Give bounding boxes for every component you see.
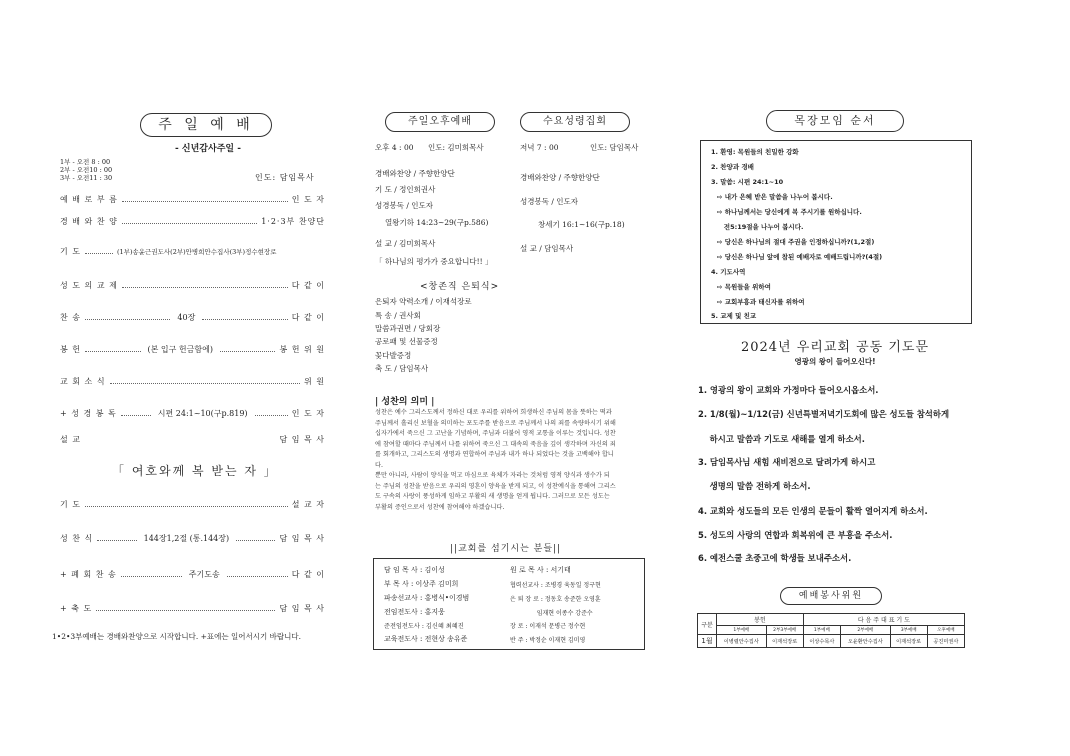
order-right: 다 같 이 (291, 570, 325, 579)
service-time: 1부 - 오전 8 : 00 (60, 158, 111, 166)
staff-cell: 부 목 사 : 이상주 김미희 (384, 580, 459, 588)
service-time: 2부 - 오전10 : 00 (60, 166, 113, 174)
order-row (60, 569, 325, 580)
order-label: 기 도 (60, 500, 81, 509)
order-row (60, 280, 325, 291)
staff-row (380, 605, 605, 619)
cell-item: ⇨ 하나님께서는 당신에게 복 주시기를 원하십니다. (717, 208, 862, 216)
pm-leader: 인도: 김미희목사 (428, 143, 484, 152)
order-right: 담 임 목 사 (279, 604, 325, 613)
order-row (60, 194, 325, 205)
staff-cell: 협력선교사 : 조병경 육동일 정구현 (510, 581, 601, 589)
meaning-line: 성찬은 예수 그리스도께서 정하신 대로 우리를 위하여 희생하신 주님의 몸을 뜻하는 떡과 (375, 409, 612, 416)
cell-item: ⇨ 내가 은혜 받은 말씀을 나누어 봅시다. (717, 193, 833, 201)
prayer-item: 2. 1/8(월)~1/12(금) 신년특별저녁기도회에 많은 성도들 참석하게 (698, 409, 950, 419)
retire-order-item: 꽃다발증정 (375, 351, 412, 360)
cell-item: ⇨ 목원들을 위하여 (717, 283, 771, 291)
order-label: 성 도 의 교 제 (60, 281, 118, 290)
staff-cell: 준전임전도사 : 김신혜 최혜진 (384, 623, 464, 630)
wed-time: 저녁 7 : 00 (520, 143, 559, 152)
order-label: 성 찬 식 (60, 534, 94, 543)
cell-item: 2. 찬양과 경배 (711, 163, 754, 171)
prayer-title: 2024년 우리교회 공동 기도문 (740, 340, 930, 355)
staff-cell: 파송선교사 : 홍병식•이경범 (384, 594, 470, 602)
cell-item: ⇨ 당신은 하나님의 절대 주권을 인정하십니까?(1,2절) (717, 238, 875, 246)
meaning-line: 부활의 증인으로서 성찬에 참여해야 하겠습니다. (375, 503, 505, 511)
prayer-item: 생명의 말씀 전하게 하소서. (698, 481, 811, 491)
wed-order-item: 성경봉독 / 인도자 (520, 197, 579, 206)
order-label: 설 교 (60, 435, 81, 444)
meaning-line: 에 참여할 때마다 주님께서 나를 위하여 죽으신 그 대속의 죽음을 깊이 생각하며 자신의 죄 (375, 440, 616, 448)
meaning-line: 주님께서 흘리신 보혈을 의미하는 포도주를 받음으로 주님께서 나의 죄를 속량하시기 위해 (375, 419, 616, 427)
order-label: 찬 송 (60, 313, 81, 322)
cell-item: 1. 환영: 목원들의 친밀한 강화 (711, 148, 799, 156)
order-mid: 주기도송 (186, 569, 223, 580)
order-label: + 폐 회 찬 송 (60, 570, 117, 579)
meaning-line: 를 회개하고, 그리스도의 생명과 연합하여 주님과 내가 하나 되었다는 것을 고백해야 합니 (375, 451, 614, 458)
cell-item: ⇨ 당신은 하나님 앞에 참된 예배자로 예배드립니까?(4절) (717, 253, 883, 261)
staff-cell: 임재현 이종수 강준수 (510, 609, 593, 617)
order-mid: (본 입구 헌금함에) (145, 344, 216, 355)
order-label: 예 배 로 부 름 (60, 195, 118, 204)
pm-quote: 「 하나님의 평가가 중요합니다!! 」 (375, 257, 493, 266)
order-mid: 40장 (174, 312, 198, 323)
meaning-line: 다. (375, 461, 383, 469)
wed-service-title-text: 수요성령집회 (543, 116, 607, 127)
staff-title: ||교회를 섬기시는 분들|| (450, 544, 562, 554)
staff-row (380, 619, 605, 632)
svc-sub-cell: 2부3부예배 (766, 626, 803, 635)
meaning-line: 뿐만 아니라, 사람이 양식을 먹고 마심으로 육체가 자라는 것처럼 영적 양식과 생수가 되 (375, 472, 610, 479)
svc-head-cell: 구분 (698, 614, 717, 635)
worship-title (140, 113, 272, 137)
sermon-title: 「 여호와께 복 받는 자 」 (112, 464, 278, 478)
staff-cell: 원 로 목 사 : 서기태 (510, 566, 571, 574)
pm-order-item: 경배와찬양 / 주향한양단 (375, 169, 455, 178)
svc-head-cell: 봉헌 (717, 614, 804, 626)
order-right: 인 도 자 (291, 195, 325, 204)
cell-item: ⇨ 교회부흥과 태신자를 위하여 (717, 298, 805, 306)
order-right: 설 교 자 (291, 500, 325, 509)
pm-order-item: 열왕기하 14:23~29(구p.586) (385, 218, 489, 227)
retire-order-item: 공로패 및 선물증정 (375, 337, 438, 346)
prayer-item: 6. 예전스쿨 초중고에 학생들 보내주소서. (698, 553, 852, 563)
order-right: 봉 헌 위 원 (279, 345, 326, 354)
order-label: + 축 도 (60, 604, 93, 613)
pm-order-item: 기 도 / 정인희권사 (375, 185, 436, 194)
retire-order-item: 은퇴자 약력소개 / 이재석장로 (375, 297, 472, 306)
meaning-title: | 성찬의 의미 | (375, 397, 435, 407)
svc-cell: 이재석장로 (890, 635, 927, 648)
staff-box (373, 558, 645, 650)
worship-subtitle: - 신년감사주일 - (175, 144, 241, 154)
order-right: 인 도 자 (291, 409, 325, 418)
prayer-subtitle: 영광의 왕이 들어오신다! (794, 357, 876, 366)
cell-meeting-title-text: 목장모임 순서 (794, 114, 876, 127)
order-row (60, 344, 325, 355)
cell-item: 4. 기도사역 (711, 268, 746, 276)
staff-cell: 은 퇴 장 로 : 정동호 송준한 오영훈 (510, 595, 601, 603)
wed-order-item: 설 교 / 담임목사 (520, 244, 574, 253)
order-row (60, 312, 325, 323)
order-row (60, 246, 325, 257)
svc-month: 1월 (698, 635, 717, 648)
staff-row (380, 563, 605, 577)
order-mid: 시편 24:1~10(구p.819) (155, 408, 251, 419)
order-right: 다 같 이 (291, 281, 325, 290)
svc-cell: 이재석장로 (766, 635, 803, 648)
worship-leader: 인도: 담임목사 (255, 173, 315, 182)
wed-order-item: 경배와찬양 / 주향한양단 (520, 173, 600, 182)
order-label: + 성 경 봉 독 (60, 409, 117, 418)
order-right: 담 임 목 사 (279, 435, 325, 444)
worship-title-text: 주 일 예 배 (158, 117, 254, 133)
staff-row (380, 591, 605, 605)
order-row (60, 603, 325, 614)
staff-cell: 전임전도사 : 홍지웅 (384, 608, 445, 616)
wed-order-item: 창세기 16:1~16(구p.18) (538, 220, 625, 229)
staff-cell: 담 임 목 사 : 김이성 (384, 566, 445, 574)
staff-row (380, 632, 605, 646)
svc-sub-cell: 1부예배 (717, 626, 767, 635)
pm-order-item: 설 교 / 김미희목사 (375, 239, 436, 248)
cell-item: 5. 교제 및 친교 (711, 312, 757, 320)
svc-sub-cell: 1부예배 (803, 626, 840, 635)
service-time: 3부 - 오전11 : 30 (60, 174, 113, 182)
order-row (60, 499, 325, 510)
staff-row (380, 577, 605, 591)
order-label: 교 회 소 식 (60, 377, 106, 386)
svc-cell: 공진미권사 (927, 635, 964, 648)
staff-cell: 반 주 : 박정순 이재현 김미영 (510, 636, 586, 644)
order-right: 담 임 목 사 (279, 534, 325, 543)
worship-order (60, 190, 325, 450)
order-row (60, 533, 325, 544)
service-committee-title-text: 예배봉사위원 (798, 591, 864, 601)
meaning-text (375, 408, 650, 513)
prayer-item: 하시고 말씀과 기도로 새해를 열게 하소서. (698, 434, 865, 444)
svc-head-row (698, 614, 965, 626)
prayer-item: 1. 영광의 왕이 교회와 가정마다 들어오시옵소서. (698, 385, 879, 395)
order-label: 기 도 (60, 247, 81, 256)
footnote: 1•2•3부예배는 경배와찬양으로 시작합니다. +표에는 일어서시기 바랍니다. (52, 632, 301, 641)
cell-meeting-box (700, 140, 972, 324)
meaning-line: 는 주님의 성찬을 받음으로 우리의 영혼이 양육을 받게 되고, 이 성찬예식을 통해여 그리스 (375, 482, 616, 490)
order-row (60, 434, 325, 445)
service-committee-title (780, 587, 882, 605)
svc-cell: 이병렬안수집사 (717, 635, 767, 648)
order-mid: (1부)송윤근권도사(2부)안병희안수집사(3부)정수현장로 (117, 248, 277, 256)
order-right: 위 원 (304, 377, 325, 386)
svc-data-row (698, 635, 965, 648)
order-row (60, 376, 325, 387)
order-right: 다 같 이 (291, 313, 326, 322)
svc-sub-cell: 2부예배 (840, 626, 890, 635)
cell-item: 3. 말씀: 시편 24:1~10 (711, 178, 784, 186)
order-mid: 144장1,2절 (통.144장) (141, 533, 233, 544)
meaning-line: 십자가에서 죽으신 그 고난을 기념하며, 주님과 더불어 영적 교통을 이루는 것입니다. 성찬 (375, 430, 616, 437)
svc-sub-cell: 3부예배 (890, 626, 927, 635)
cell-item: 전5:19절을 나누어 봅시다. (717, 223, 804, 231)
retire-order-item: 특 송 / 권사회 (375, 311, 421, 320)
meaning-line: 도 구속의 사랑이 풍성하게 임하고 부활의 새 생명을 얻게 됩니다. 그러므로 모든 성도는 (375, 493, 610, 500)
svc-sub-row (698, 626, 965, 635)
pm-order-item: 성경봉독 / 인도자 (375, 201, 434, 210)
order-row (60, 408, 325, 419)
retire-title: <창존직 은퇴식> (420, 282, 500, 292)
order-row (60, 216, 325, 227)
order-label: 봉 헌 (60, 345, 81, 354)
svc-head-cell: 다 음 주 대 표 기 도 (803, 614, 964, 626)
service-table (697, 613, 965, 648)
pm-service-title-text: 주일오후예배 (408, 116, 472, 127)
cell-meeting-title (766, 110, 904, 132)
pm-service-title (385, 112, 495, 132)
order-label: 경 배 와 찬 양 (60, 217, 118, 226)
prayer-item: 4. 교회와 성도들의 모든 인생의 문들이 활짝 열어지게 하소서. (698, 506, 928, 516)
order-right: 1·2·3부 찬양단 (261, 217, 325, 226)
prayer-item: 5. 성도의 사랑의 연합과 회복위에 큰 부흥을 주소서. (698, 530, 893, 540)
prayer-item: 3. 담임목사님 새힘 새비전으로 달려가게 하시고 (698, 457, 876, 467)
svc-sub-cell: 오후예배 (927, 626, 964, 635)
service-times (60, 158, 112, 182)
retire-order-item: 말씀과권면 / 당회장 (375, 324, 441, 333)
wed-service-title (520, 112, 630, 132)
svc-cell: 오윤환안수집사 (840, 635, 890, 648)
staff-cell: 장 로 : 이재석 문병근 정수현 (510, 623, 586, 630)
wed-leader: 인도: 담임목사 (590, 143, 639, 152)
staff-table (380, 563, 605, 646)
worship-order-2 (60, 495, 325, 615)
pm-time: 오후 4 : 00 (375, 143, 414, 152)
staff-cell: 교육전도사 : 전현상 송유준 (384, 635, 468, 643)
svc-cell: 이상수목사 (803, 635, 840, 648)
retire-order-item: 축 도 / 담임목사 (375, 364, 429, 373)
